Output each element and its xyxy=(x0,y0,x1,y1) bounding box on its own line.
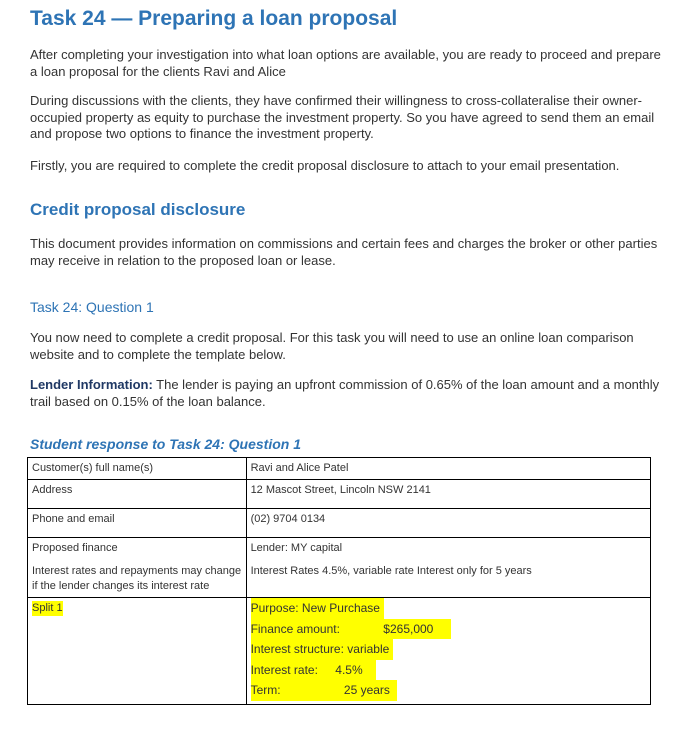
customer-name-label: Customer(s) full name(s) xyxy=(28,458,247,480)
interest-rate-line[interactable] xyxy=(251,660,376,681)
intro-paragraph-1: After completing your investigation into what loan options are available, you are ready to proceed and prepare a loan proposal for the clients Ravi and Alice xyxy=(30,47,661,79)
question-heading: Task 24: Question 1 xyxy=(30,299,154,315)
split-label: Split 1 xyxy=(32,602,63,614)
address-label: Address xyxy=(28,480,247,509)
interest-rate-value: 4.5% xyxy=(335,662,363,677)
finance-amount-label: Finance amount: xyxy=(250,621,340,636)
term-line[interactable] xyxy=(251,680,397,701)
table-row xyxy=(28,458,651,480)
term-value: 25 years xyxy=(343,683,390,697)
disclosure-text: This document provides information on commissions and certain fees and charges the broker or other parties may receive in relation to the proposed loan or lease. xyxy=(30,236,658,268)
table-row xyxy=(28,538,651,598)
purpose-line[interactable]: Purpose: New Purchase xyxy=(251,598,384,619)
contact-label: Phone and email xyxy=(28,509,247,538)
lender-information-label: Lender Information: xyxy=(30,377,153,392)
rate-change-note: Interest rates and repayments may change if the lender changes its interest rate xyxy=(32,565,242,592)
contact-value[interactable]: (02) 9704 0134 xyxy=(246,509,650,538)
interest-rate-label: Interest rate: xyxy=(250,662,318,677)
customer-name-value[interactable]: Ravi and Alice Patel xyxy=(246,458,650,480)
proposed-finance-cell xyxy=(28,538,247,598)
disclosure-heading: Credit proposal disclosure xyxy=(30,200,246,219)
table-row xyxy=(28,598,651,705)
page-title: Task 24 — Preparing a loan proposal xyxy=(30,7,398,30)
lender-information xyxy=(30,377,670,410)
proposed-finance-label: Proposed finance xyxy=(32,542,118,554)
term-label: Term: xyxy=(250,683,281,697)
proposed-finance-value-cell xyxy=(246,538,650,598)
table-row xyxy=(28,480,651,509)
split-details-cell xyxy=(246,598,650,705)
credit-proposal-table xyxy=(27,457,651,705)
interest-rates-value[interactable]: Interest Rates 4.5%, variable rate Interest only for 5 years xyxy=(250,565,532,577)
intro-paragraph-2: During discussions with the clients, they have confirmed their willingness to cross-collateralise their owner-occupied property as equity to purchase the investment property. So you have agreed to send them an email and propose two options to finance the investment property. xyxy=(30,93,655,141)
table-row xyxy=(28,509,651,538)
intro-paragraph-3: Firstly, you are required to complete the credit proposal disclosure to attach to your email presentation. xyxy=(30,158,620,173)
finance-amount-value: $265,000 xyxy=(383,621,434,636)
finance-amount-line[interactable] xyxy=(251,619,451,640)
split-label-cell xyxy=(28,598,247,705)
lender-value[interactable]: Lender: MY capital xyxy=(250,542,343,554)
address-value[interactable]: 12 Mascot Street, Lincoln NSW 2141 xyxy=(246,480,650,509)
lender-information-text: The lender is paying an upfront commission of 0.65% of the loan amount and a monthly trail based on 0.15% of the loan balance. xyxy=(30,377,660,409)
interest-structure-line[interactable]: Interest structure: variable xyxy=(251,639,394,660)
response-caption: Student response to Task 24: Question 1 xyxy=(30,436,301,452)
question-text: You now need to complete a credit proposal. For this task you will need to use an online loan comparison website and to complete the template below. xyxy=(30,330,634,362)
